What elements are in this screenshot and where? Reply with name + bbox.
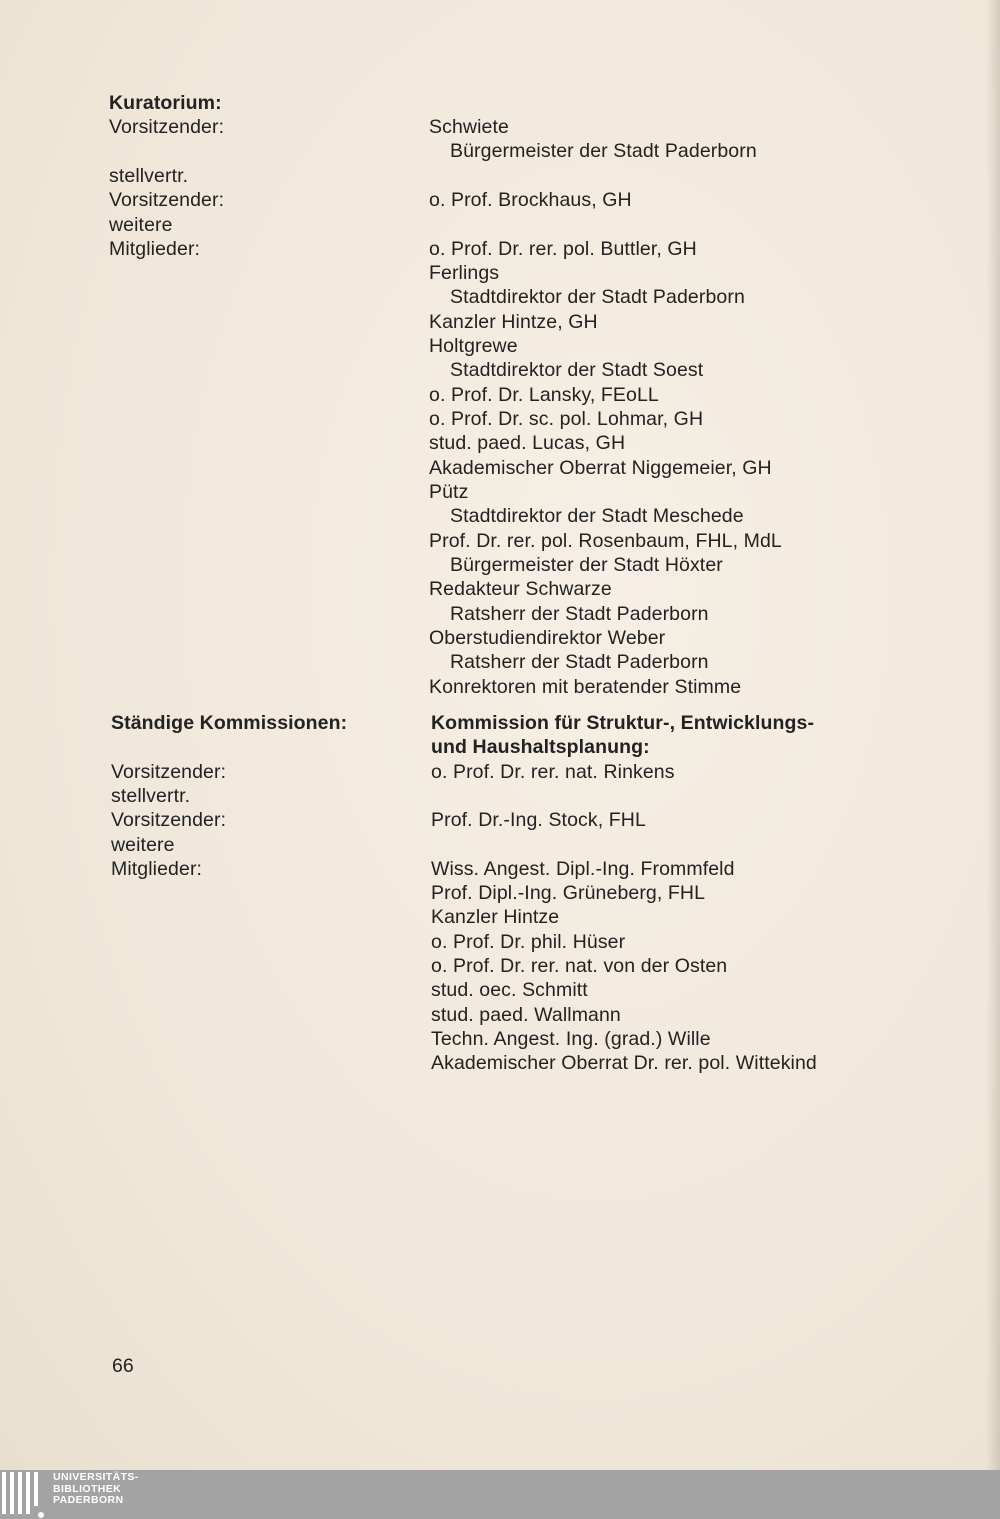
library-logo-icon: [0, 1472, 44, 1517]
kuratorium-entry: o. Prof. Dr. rer. pol. Buttler, GH: [429, 238, 697, 260]
kommission-entry: o. Prof. Dr. phil. Hüser: [431, 931, 626, 953]
kuratorium-entry: Konrektoren mit beratender Stimme: [429, 676, 742, 698]
kuratorium-entry: o. Prof. Brockhaus, GH: [429, 189, 632, 211]
kuratorium-label-deputy-1: stellvertr.: [109, 165, 189, 187]
kommission-entry: Prof. Dr.-Ing. Stock, FHL: [431, 809, 646, 831]
kuratorium-entry: Ratsherr der Stadt Paderborn: [450, 603, 709, 625]
kuratorium-entry: Oberstudiendirektor Weber: [429, 627, 666, 649]
kuratorium-entry: Stadtdirektor der Stadt Paderborn: [450, 286, 745, 308]
library-logo-line-3: PADERBORN: [53, 1494, 124, 1506]
library-logo-text: [53, 1472, 139, 1507]
kommission-entry: stud. oec. Schmitt: [431, 979, 588, 1001]
kuratorium-label-deputy-2: Vorsitzender:: [109, 189, 225, 211]
library-footer-bar: [0, 1470, 1000, 1519]
kuratorium-entry: Prof. Dr. rer. pol. Rosenbaum, FHL, MdL: [429, 530, 782, 552]
kuratorium-entry: Pütz: [429, 481, 469, 503]
kuratorium-label-members-2: Mitglieder:: [109, 238, 201, 260]
kommission-entry: o. Prof. Dr. rer. nat. Rinkens: [431, 761, 675, 783]
kuratorium-entry: Ferlings: [429, 262, 500, 284]
kuratorium-entry: o. Prof. Dr. sc. pol. Lohmar, GH: [429, 408, 704, 430]
kommissionen-heading: Ständige Kommissionen:: [111, 712, 348, 734]
library-logo-line-1: UNIVERSITÄTS-: [53, 1471, 139, 1483]
kuratorium-entry: Stadtdirektor der Stadt Soest: [450, 359, 704, 381]
kommission-entry: o. Prof. Dr. rer. nat. von der Osten: [431, 955, 728, 977]
kuratorium-entry: Stadtdirektor der Stadt Meschede: [450, 505, 744, 527]
kommissionen-label-deputy-2: Vorsitzender:: [111, 809, 227, 831]
kuratorium-label-members-1: weitere: [109, 214, 173, 236]
kuratorium-entry: stud. paed. Lucas, GH: [429, 432, 626, 454]
page-number: 66: [112, 1355, 134, 1377]
kommission-entry: Kanzler Hintze: [431, 906, 560, 928]
kommission-entry: Techn. Angest. Ing. (grad.) Wille: [431, 1028, 711, 1050]
kommission-entry: stud. paed. Wallmann: [431, 1004, 621, 1026]
kommission-entry: Wiss. Angest. Dipl.-Ing. Frommfeld: [431, 858, 735, 880]
kuratorium-entry: Holtgrewe: [429, 335, 518, 357]
kommission-entry: Akademischer Oberrat Dr. rer. pol. Wittekind: [431, 1052, 817, 1074]
kommission-entry: Prof. Dipl.-Ing. Grüneberg, FHL: [431, 882, 706, 904]
page-edge-shadow: [986, 0, 1000, 1470]
kuratorium-heading: Kuratorium:: [109, 92, 222, 114]
kuratorium-label-chair: Vorsitzender:: [109, 116, 225, 138]
kuratorium-entry: Redakteur Schwarze: [429, 578, 612, 600]
library-logo-line-2: BIBLIOTHEK: [53, 1482, 122, 1495]
kuratorium-entry: Akademischer Oberrat Niggemeier, GH: [429, 457, 772, 479]
kuratorium-entry: Schwiete: [429, 116, 509, 138]
commission-title-line-1: Kommission für Struktur-, Entwicklungs-: [431, 712, 815, 734]
kuratorium-entry: Ratsherr der Stadt Paderborn: [450, 651, 709, 673]
kommissionen-label-chair: Vorsitzender:: [111, 761, 227, 783]
kommissionen-label-deputy-1: stellvertr.: [111, 785, 191, 807]
kuratorium-entry: Kanzler Hintze, GH: [429, 311, 598, 333]
kommissionen-label-members-1: weitere: [111, 834, 175, 856]
commission-title-line-2: und Haushaltsplanung:: [431, 736, 650, 758]
kuratorium-entry: Bürgermeister der Stadt Höxter: [450, 554, 723, 576]
kuratorium-entry: Bürgermeister der Stadt Paderborn: [450, 140, 757, 162]
kommissionen-label-members-2: Mitglieder:: [111, 858, 203, 880]
kuratorium-entry: o. Prof. Dr. Lansky, FEoLL: [429, 384, 659, 406]
